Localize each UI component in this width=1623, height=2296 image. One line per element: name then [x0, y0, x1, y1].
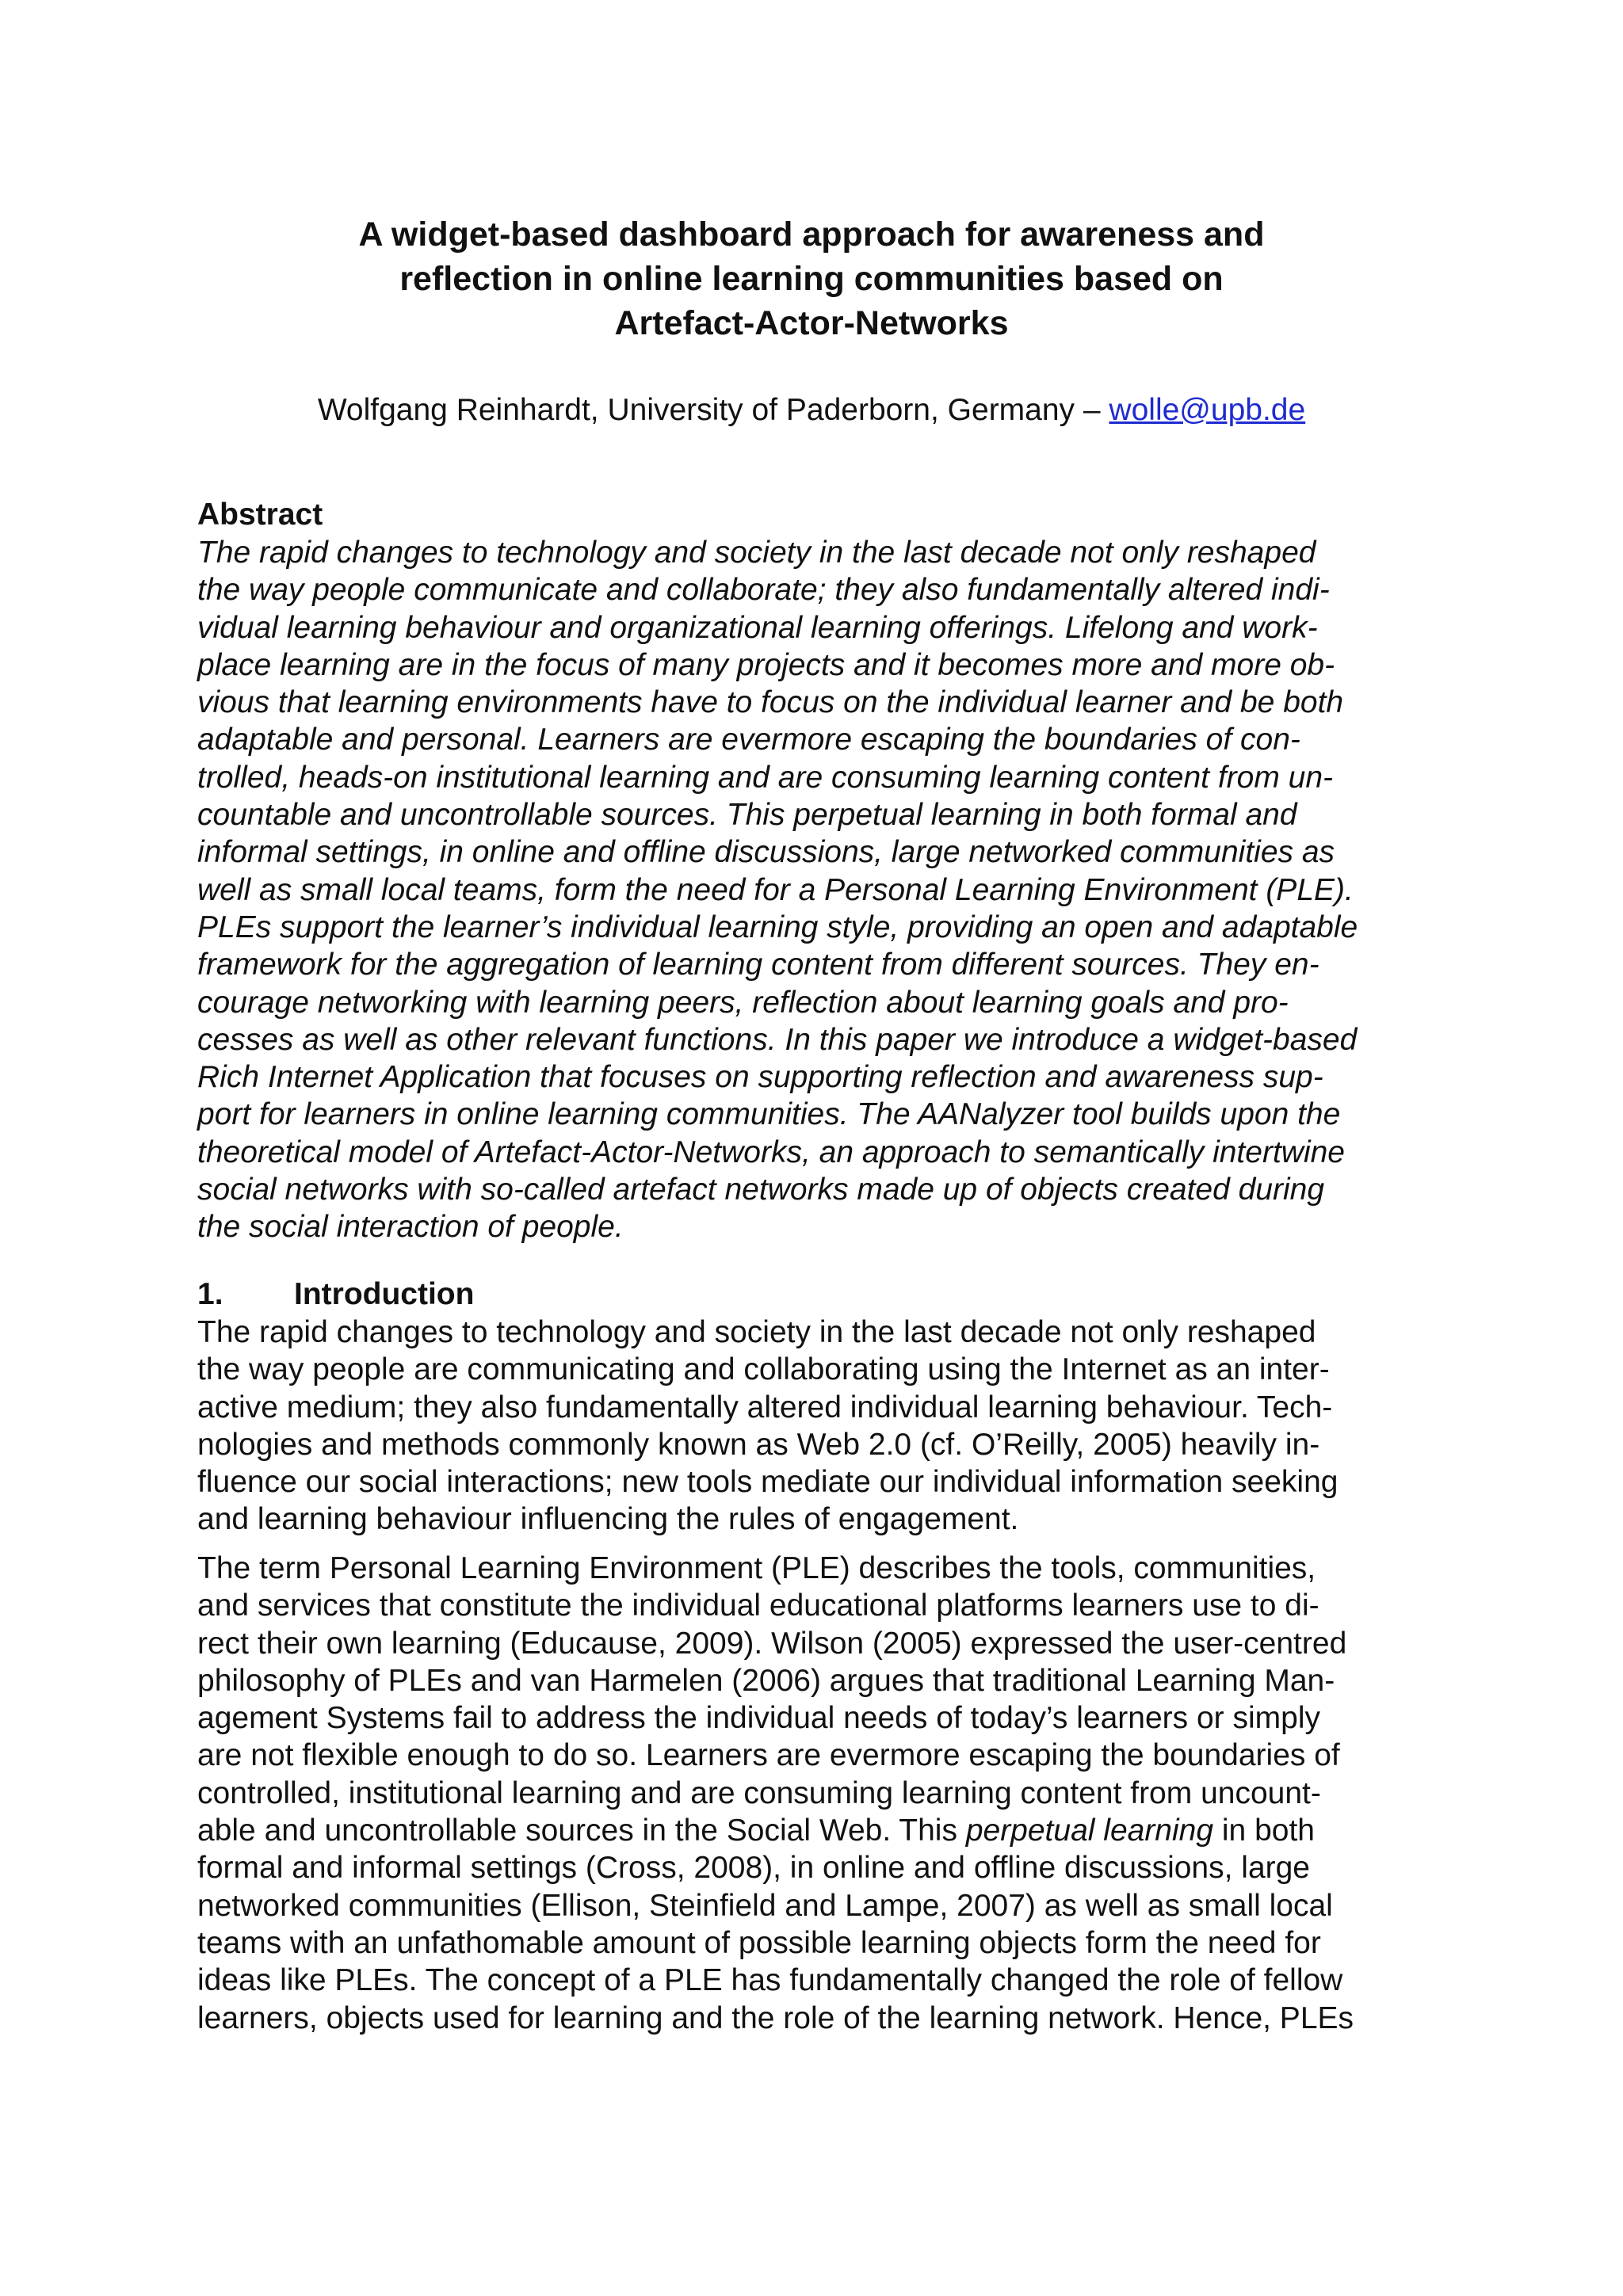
author-email-link[interactable]: wolle@upb.de: [1109, 393, 1306, 427]
paragraph-line: active medium; they also fundamentally altered individual learning behaviour. Tech-: [197, 1390, 1333, 1425]
abstract-line: social networks with so-called artefact networks made up of objects created during: [197, 1173, 1325, 1207]
abstract-line: Rich Internet Application that focuses on supporting reflection and awareness sup-: [197, 1060, 1323, 1095]
paragraph-line: ideas like PLEs. The concept of a PLE has fundamentally changed the role of fellow: [197, 1963, 1343, 1998]
paragraph-line: rect their own learning (Educause, 2009). Wilson (2005) expressed the user-centred: [197, 1626, 1347, 1661]
paragraph-line: The rapid changes to technology and society in the last decade not only reshaped: [197, 1315, 1316, 1349]
abstract-heading: Abstract: [197, 498, 323, 532]
paragraph-line: learners, objects used for learning and the role of the learning network. Hence, PLEs: [197, 2000, 1354, 2035]
intro-paragraph-1: [197, 1314, 1434, 1539]
title-line: A widget-based dashboard approach for awareness and: [358, 215, 1265, 254]
abstract-line: courage networking with learning peers, reflection about learning goals and pro-: [197, 985, 1289, 1020]
abstract-line: well as small local teams, form the need for a Personal Learning Environment (PLE).: [197, 872, 1354, 907]
paragraph-line: teams with an unfathomable amount of possible learning objects form the need for: [197, 1925, 1321, 1960]
paragraph-line: [197, 1812, 1434, 1849]
paragraph-line: the way people are communicating and collaborating using the Internet as an inter-: [197, 1352, 1330, 1387]
intro-paragraph-2: [197, 1550, 1434, 2037]
paragraph-line: formal and informal settings (Cross, 2008), in online and offline discussions, large: [197, 1851, 1310, 1886]
author-text: Wolfgang Reinhardt, University of Paderborn, Germany –: [317, 393, 1109, 427]
paragraph-line: The term Personal Learning Environment (PLE) describes the tools, communities,: [197, 1551, 1316, 1585]
title-line: reflection in online learning communities based on: [399, 260, 1224, 298]
abstract-line: PLEs support the learner’s individual learning style, providing an open and adaptable: [197, 910, 1358, 944]
abstract-line: informal settings, in online and offline discussions, large networked communities as: [197, 835, 1335, 870]
paragraph-line: agement Systems fail to address the individual needs of today’s learners or simply: [197, 1701, 1321, 1736]
paragraph-line: and learning behaviour influencing the rules of engagement.: [197, 1502, 1019, 1537]
abstract-line: theoretical model of Artefact-Actor-Networks, an approach to semantically intertwine: [197, 1135, 1345, 1169]
section-title: Introduction: [294, 1277, 475, 1311]
abstract-line: vious that learning environments have to focus on the individual learner and be both: [197, 685, 1344, 720]
line-text: in both: [1213, 1814, 1315, 1848]
paragraph-line: fluence our social interactions; new tools mediate our individual information seeking: [197, 1465, 1338, 1500]
paper-title: [197, 212, 1426, 345]
abstract-line: cesses as well as other relevant functions. In this paper we introduce a widget-based: [197, 1022, 1358, 1057]
paragraph-line: controlled, institutional learning and are consuming learning content from uncount-: [197, 1775, 1321, 1810]
abstract-line: The rapid changes to technology and society in the last decade not only reshaped: [197, 536, 1316, 570]
abstract-body: [197, 534, 1434, 1246]
line-text: able and uncontrollable sources in the Social Web. This: [197, 1814, 966, 1848]
author-affiliation: [197, 391, 1426, 429]
paragraph-line: networked communities (Ellison, Steinfield and Lampe, 2007) as well as small local: [197, 1888, 1333, 1923]
abstract-line: port for learners in online learning communities. The AANalyzer tool builds upon the: [197, 1097, 1341, 1132]
abstract-line: framework for the aggregation of learning content from different sources. They en-: [197, 948, 1319, 982]
paragraph-line: philosophy of PLEs and van Harmelen (2006) argues that traditional Learning Man-: [197, 1663, 1335, 1698]
paragraph-line: nologies and methods commonly known as Web 2.0 (cf. O’Reilly, 2005) heavily in-: [197, 1427, 1320, 1462]
paragraph-line: are not flexible enough to do so. Learners are evermore escaping the boundaries of: [197, 1738, 1340, 1773]
section-heading-introduction: [197, 1276, 474, 1314]
abstract-line: place learning are in the focus of many projects and it becomes more and more ob-: [197, 647, 1335, 682]
abstract-line: trolled, heads-on institutional learning and are consuming learning content from un-: [197, 760, 1334, 795]
section-number: 1.: [197, 1277, 223, 1311]
abstract-line: the social interaction of people.: [197, 1210, 624, 1245]
abstract-line: vidual learning behaviour and organizational learning offerings. Lifelong and work-: [197, 610, 1318, 645]
title-line: Artefact-Actor-Networks: [614, 304, 1009, 342]
abstract-line: countable and uncontrollable sources. This perpetual learning in both formal and: [197, 798, 1297, 833]
abstract-line: the way people communicate and collaborate; they also fundamentally altered indi-: [197, 573, 1330, 608]
emphasis-perpetual-learning: perpetual learning: [965, 1814, 1214, 1848]
abstract-line: adaptable and personal. Learners are evermore escaping the boundaries of con-: [197, 723, 1300, 757]
paragraph-line: and services that constitute the individual educational platforms learners use to di-: [197, 1589, 1319, 1623]
